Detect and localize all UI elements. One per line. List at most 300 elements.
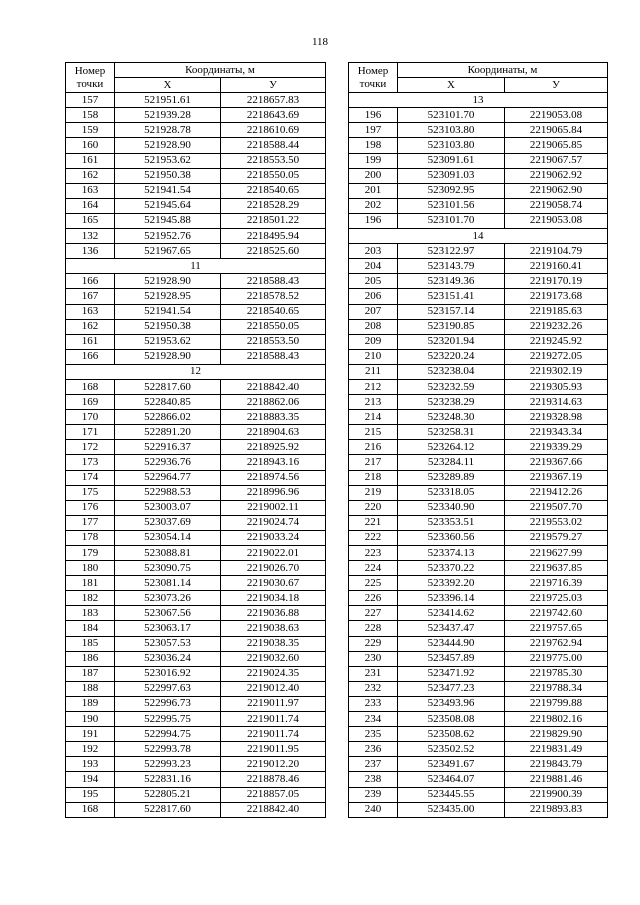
table-row — [349, 696, 608, 711]
x-coordinate: 523057.53 — [115, 636, 221, 651]
x-coordinate: 522993.23 — [115, 757, 221, 772]
table-row — [349, 425, 608, 440]
x-coordinate: 522817.60 — [115, 802, 221, 817]
table-row — [349, 787, 608, 802]
x-coordinate: 522866.02 — [115, 410, 221, 425]
table-row — [66, 651, 326, 666]
x-coordinate: 522994.75 — [115, 727, 221, 742]
x-coordinate: 523238.29 — [398, 395, 505, 410]
point-number: 180 — [66, 561, 115, 576]
x-coordinate: 523477.23 — [398, 681, 505, 696]
y-coordinate: 2218862.06 — [221, 395, 326, 410]
table-row — [66, 274, 326, 289]
table-row — [66, 138, 326, 153]
table-row — [349, 621, 608, 636]
x-coordinate: 521951.61 — [115, 93, 221, 108]
table-row — [66, 485, 326, 500]
y-coordinate: 2219829.90 — [505, 727, 608, 742]
point-number: 193 — [66, 757, 115, 772]
point-number: 210 — [349, 349, 398, 364]
y-coordinate: 2219032.60 — [221, 651, 326, 666]
point-number: 207 — [349, 304, 398, 319]
point-number: 239 — [349, 787, 398, 802]
x-header: X — [115, 78, 221, 93]
y-coordinate: 2219170.19 — [505, 274, 608, 289]
point-number: 136 — [66, 244, 115, 259]
point-number: 221 — [349, 515, 398, 530]
table-row — [66, 681, 326, 696]
x-coordinate: 523190.85 — [398, 319, 505, 334]
point-number: 222 — [349, 530, 398, 545]
x-coordinate: 521945.88 — [115, 213, 221, 228]
y-coordinate: 2219067.57 — [505, 153, 608, 168]
point-number: 230 — [349, 651, 398, 666]
table-row — [349, 455, 608, 470]
table-row — [66, 229, 326, 244]
table-row — [349, 379, 608, 394]
table-row — [349, 259, 608, 274]
y-coordinate: 2218525.60 — [221, 244, 326, 259]
table-row — [66, 93, 326, 108]
table-row — [349, 123, 608, 138]
point-number: 186 — [66, 651, 115, 666]
y-header: У — [505, 78, 608, 93]
table-row — [66, 787, 326, 802]
y-coordinate: 2219785.30 — [505, 666, 608, 681]
point-number: 202 — [349, 198, 398, 213]
point-number: 205 — [349, 274, 398, 289]
point-number: 190 — [66, 712, 115, 727]
y-coordinate: 2218943.16 — [221, 455, 326, 470]
x-coordinate: 523360.56 — [398, 530, 505, 545]
point-number: 188 — [66, 681, 115, 696]
x-coordinate: 522997.63 — [115, 681, 221, 696]
point-number: 213 — [349, 395, 398, 410]
x-coordinate: 523370.22 — [398, 561, 505, 576]
x-header: X — [398, 78, 505, 93]
x-coordinate: 522916.37 — [115, 440, 221, 455]
point-number: 237 — [349, 757, 398, 772]
y-coordinate: 2218883.35 — [221, 410, 326, 425]
x-coordinate: 523101.56 — [398, 198, 505, 213]
y-coordinate: 2219036.88 — [221, 606, 326, 621]
table-row — [66, 621, 326, 636]
point-number: 201 — [349, 183, 398, 198]
x-coordinate: 523508.08 — [398, 712, 505, 727]
point-number: 169 — [66, 395, 115, 410]
x-coordinate: 523063.17 — [115, 621, 221, 636]
table-row — [66, 334, 326, 349]
y-coordinate: 2219328.98 — [505, 410, 608, 425]
y-coordinate: 2219011.74 — [221, 712, 326, 727]
table-row — [66, 636, 326, 651]
table-row — [349, 530, 608, 545]
x-coordinate: 523445.55 — [398, 787, 505, 802]
section-row — [349, 229, 608, 244]
x-coordinate: 521953.62 — [115, 334, 221, 349]
section-number: 11 — [66, 259, 326, 274]
y-coordinate: 2219339.29 — [505, 440, 608, 455]
x-coordinate: 523073.26 — [115, 591, 221, 606]
x-coordinate: 522995.75 — [115, 712, 221, 727]
y-coordinate: 2219725.03 — [505, 591, 608, 606]
section-number: 12 — [66, 364, 326, 379]
x-coordinate: 523289.89 — [398, 470, 505, 485]
x-coordinate: 523037.69 — [115, 515, 221, 530]
x-coordinate: 523284.11 — [398, 455, 505, 470]
table-row — [66, 606, 326, 621]
point-number: 238 — [349, 772, 398, 787]
x-coordinate: 521950.38 — [115, 319, 221, 334]
y-coordinate: 2219065.84 — [505, 123, 608, 138]
x-coordinate: 522964.77 — [115, 470, 221, 485]
point-number: 171 — [66, 425, 115, 440]
y-coordinate: 2219788.34 — [505, 681, 608, 696]
point-number: 240 — [349, 802, 398, 817]
y-coordinate: 2218495.94 — [221, 229, 326, 244]
point-number: 179 — [66, 546, 115, 561]
y-coordinate: 2218842.40 — [221, 379, 326, 394]
table-row — [66, 183, 326, 198]
point-number: 224 — [349, 561, 398, 576]
x-coordinate: 523457.89 — [398, 651, 505, 666]
point-number: 168 — [66, 379, 115, 394]
y-coordinate: 2219011.97 — [221, 696, 326, 711]
table-row — [349, 440, 608, 455]
x-coordinate: 523508.62 — [398, 727, 505, 742]
point-number: 163 — [66, 183, 115, 198]
y-coordinate: 2218878.46 — [221, 772, 326, 787]
x-coordinate: 522805.21 — [115, 787, 221, 802]
point-number: 220 — [349, 500, 398, 515]
right-table-body — [349, 93, 608, 818]
point-number: 164 — [66, 198, 115, 213]
y-coordinate: 2219024.35 — [221, 666, 326, 681]
y-coordinate: 2219034.18 — [221, 591, 326, 606]
x-coordinate: 523151.41 — [398, 289, 505, 304]
table-row — [349, 757, 608, 772]
x-coordinate: 523088.81 — [115, 546, 221, 561]
table-row — [349, 651, 608, 666]
table-row — [66, 304, 326, 319]
point-number: 236 — [349, 742, 398, 757]
point-number: 161 — [66, 334, 115, 349]
y-coordinate: 2218996.96 — [221, 485, 326, 500]
point-number: 187 — [66, 666, 115, 681]
table-row — [66, 168, 326, 183]
page-number: 118 — [311, 36, 329, 48]
table-row — [66, 591, 326, 606]
point-number: 165 — [66, 213, 115, 228]
left-table-body — [66, 93, 326, 818]
x-coordinate: 523493.96 — [398, 696, 505, 711]
point-number: 166 — [66, 274, 115, 289]
x-coordinate: 523090.75 — [115, 561, 221, 576]
x-coordinate: 523392.20 — [398, 576, 505, 591]
table-row — [66, 802, 326, 817]
y-coordinate: 2219062.92 — [505, 168, 608, 183]
coordinates-header: Координаты, м — [398, 63, 608, 78]
y-coordinate: 2218857.05 — [221, 787, 326, 802]
table-row — [66, 772, 326, 787]
y-coordinate: 2219104.79 — [505, 244, 608, 259]
y-coordinate: 2219185.63 — [505, 304, 608, 319]
table-row — [349, 576, 608, 591]
y-coordinate: 2219038.63 — [221, 621, 326, 636]
table-row — [349, 213, 608, 228]
y-coordinate: 2218550.05 — [221, 319, 326, 334]
point-number: 162 — [66, 168, 115, 183]
point-number: 234 — [349, 712, 398, 727]
table-row — [66, 561, 326, 576]
y-coordinate: 2219065.85 — [505, 138, 608, 153]
x-coordinate: 522891.20 — [115, 425, 221, 440]
x-coordinate: 523101.70 — [398, 108, 505, 123]
point-number: 166 — [66, 349, 115, 364]
point-number: 183 — [66, 606, 115, 621]
table-row — [66, 440, 326, 455]
x-coordinate: 523437.47 — [398, 621, 505, 636]
table-row — [349, 334, 608, 349]
x-coordinate: 522988.53 — [115, 485, 221, 500]
table-row — [66, 470, 326, 485]
y-coordinate: 2219062.90 — [505, 183, 608, 198]
x-coordinate: 523353.51 — [398, 515, 505, 530]
x-coordinate: 523201.94 — [398, 334, 505, 349]
x-coordinate: 523248.30 — [398, 410, 505, 425]
table-row — [349, 364, 608, 379]
point-number: 218 — [349, 470, 398, 485]
y-coordinate: 2219173.68 — [505, 289, 608, 304]
y-coordinate: 2218553.50 — [221, 334, 326, 349]
y-coordinate: 2219553.02 — [505, 515, 608, 530]
point-number: 216 — [349, 440, 398, 455]
x-coordinate: 523471.92 — [398, 666, 505, 681]
y-coordinate: 2219831.49 — [505, 742, 608, 757]
point-number: 211 — [349, 364, 398, 379]
table-row — [349, 274, 608, 289]
y-coordinate: 2219757.65 — [505, 621, 608, 636]
y-coordinate: 2219272.05 — [505, 349, 608, 364]
point-number: 161 — [66, 153, 115, 168]
y-coordinate: 2219802.16 — [505, 712, 608, 727]
table-row — [349, 666, 608, 681]
table-row — [349, 802, 608, 817]
point-number: 178 — [66, 530, 115, 545]
x-coordinate: 521928.78 — [115, 123, 221, 138]
x-coordinate: 522840.85 — [115, 395, 221, 410]
table-row — [349, 153, 608, 168]
y-coordinate: 2219026.70 — [221, 561, 326, 576]
table-row — [349, 712, 608, 727]
x-coordinate: 523258.31 — [398, 425, 505, 440]
y-coordinate: 2219038.35 — [221, 636, 326, 651]
y-coordinate: 2218528.29 — [221, 198, 326, 213]
table-row — [66, 379, 326, 394]
x-coordinate: 523067.56 — [115, 606, 221, 621]
x-coordinate: 523374.13 — [398, 546, 505, 561]
x-coordinate: 523092.95 — [398, 183, 505, 198]
table-row — [349, 591, 608, 606]
y-coordinate: 2218904.63 — [221, 425, 326, 440]
x-coordinate: 523036.24 — [115, 651, 221, 666]
x-coordinate: 521945.64 — [115, 198, 221, 213]
point-number: 198 — [349, 138, 398, 153]
point-number: 189 — [66, 696, 115, 711]
y-coordinate: 2218610.69 — [221, 123, 326, 138]
y-coordinate: 2218553.50 — [221, 153, 326, 168]
y-coordinate: 2219716.39 — [505, 576, 608, 591]
y-coordinate: 2219367.66 — [505, 455, 608, 470]
point-number: 215 — [349, 425, 398, 440]
table-row — [349, 485, 608, 500]
point-number: 209 — [349, 334, 398, 349]
point-number-header: Номер точки — [66, 63, 115, 93]
table-row — [66, 319, 326, 334]
point-number: 228 — [349, 621, 398, 636]
point-number: 191 — [66, 727, 115, 742]
x-coordinate: 523232.59 — [398, 379, 505, 394]
y-coordinate: 2219762.94 — [505, 636, 608, 651]
y-coordinate: 2219367.19 — [505, 470, 608, 485]
point-number: 231 — [349, 666, 398, 681]
x-coordinate: 523502.52 — [398, 742, 505, 757]
x-coordinate: 523091.61 — [398, 153, 505, 168]
table-row — [349, 395, 608, 410]
y-coordinate: 2219637.85 — [505, 561, 608, 576]
x-coordinate: 522996.73 — [115, 696, 221, 711]
table-row — [66, 727, 326, 742]
point-number: 159 — [66, 123, 115, 138]
point-number: 196 — [349, 213, 398, 228]
y-coordinate: 2218974.56 — [221, 470, 326, 485]
table-row — [66, 696, 326, 711]
y-coordinate: 2219893.83 — [505, 802, 608, 817]
table-row — [66, 576, 326, 591]
point-number: 170 — [66, 410, 115, 425]
x-coordinate: 521967.65 — [115, 244, 221, 259]
section-row — [66, 364, 326, 379]
point-number: 173 — [66, 455, 115, 470]
y-coordinate: 2218540.65 — [221, 183, 326, 198]
y-coordinate: 2219002.11 — [221, 500, 326, 515]
table-row — [66, 742, 326, 757]
y-coordinate: 2219030.67 — [221, 576, 326, 591]
point-number: 163 — [66, 304, 115, 319]
y-coordinate: 2218925.92 — [221, 440, 326, 455]
table-row — [349, 138, 608, 153]
point-number: 195 — [66, 787, 115, 802]
section-row — [66, 259, 326, 274]
x-coordinate: 523157.14 — [398, 304, 505, 319]
y-coordinate: 2218501.22 — [221, 213, 326, 228]
point-number: 174 — [66, 470, 115, 485]
y-coordinate: 2219775.00 — [505, 651, 608, 666]
x-coordinate: 523122.97 — [398, 244, 505, 259]
y-coordinate: 2219302.19 — [505, 364, 608, 379]
table-row — [66, 500, 326, 515]
table-row — [349, 470, 608, 485]
point-number: 172 — [66, 440, 115, 455]
table-row — [349, 636, 608, 651]
y-coordinate: 2219799.88 — [505, 696, 608, 711]
y-coordinate: 2219011.74 — [221, 727, 326, 742]
point-number: 214 — [349, 410, 398, 425]
point-number: 223 — [349, 546, 398, 561]
point-number: 168 — [66, 802, 115, 817]
table-row — [349, 198, 608, 213]
table-row — [349, 410, 608, 425]
point-number: 212 — [349, 379, 398, 394]
y-coordinate: 2219053.08 — [505, 108, 608, 123]
y-coordinate: 2219579.27 — [505, 530, 608, 545]
point-number: 160 — [66, 138, 115, 153]
x-coordinate: 523318.05 — [398, 485, 505, 500]
table-row — [66, 455, 326, 470]
section-number: 14 — [349, 229, 608, 244]
point-number: 167 — [66, 289, 115, 304]
x-coordinate: 523054.14 — [115, 530, 221, 545]
x-coordinate: 523103.80 — [398, 123, 505, 138]
table-row — [66, 289, 326, 304]
point-number: 182 — [66, 591, 115, 606]
y-coordinate: 2218578.52 — [221, 289, 326, 304]
table-row — [349, 500, 608, 515]
x-coordinate: 523091.03 — [398, 168, 505, 183]
point-number: 226 — [349, 591, 398, 606]
point-number: 158 — [66, 108, 115, 123]
table-row — [349, 168, 608, 183]
point-number: 185 — [66, 636, 115, 651]
table-row — [66, 712, 326, 727]
y-coordinate: 2219742.60 — [505, 606, 608, 621]
point-number: 208 — [349, 319, 398, 334]
point-number: 177 — [66, 515, 115, 530]
y-coordinate: 2219305.93 — [505, 379, 608, 394]
table-row — [349, 681, 608, 696]
x-coordinate: 523149.36 — [398, 274, 505, 289]
y-coordinate: 2219160.41 — [505, 259, 608, 274]
point-number: 157 — [66, 93, 115, 108]
y-coordinate: 2219058.74 — [505, 198, 608, 213]
y-coordinate: 2219627.99 — [505, 546, 608, 561]
x-coordinate: 522831.16 — [115, 772, 221, 787]
y-coordinate: 2219245.92 — [505, 334, 608, 349]
y-coordinate: 2218842.40 — [221, 802, 326, 817]
point-number: 227 — [349, 606, 398, 621]
table-row — [66, 666, 326, 681]
table-row — [66, 530, 326, 545]
point-number: 194 — [66, 772, 115, 787]
table-row — [66, 349, 326, 364]
x-coordinate: 523396.14 — [398, 591, 505, 606]
x-coordinate: 522817.60 — [115, 379, 221, 394]
y-coordinate: 2219881.46 — [505, 772, 608, 787]
table-row — [349, 108, 608, 123]
y-coordinate: 2219012.40 — [221, 681, 326, 696]
point-number: 132 — [66, 229, 115, 244]
x-coordinate: 522936.76 — [115, 455, 221, 470]
table-row — [349, 304, 608, 319]
point-number: 162 — [66, 319, 115, 334]
table-row — [66, 395, 326, 410]
table-row — [349, 515, 608, 530]
x-coordinate: 521952.76 — [115, 229, 221, 244]
table-row — [66, 546, 326, 561]
x-coordinate: 522993.78 — [115, 742, 221, 757]
table-row — [66, 244, 326, 259]
point-number: 217 — [349, 455, 398, 470]
